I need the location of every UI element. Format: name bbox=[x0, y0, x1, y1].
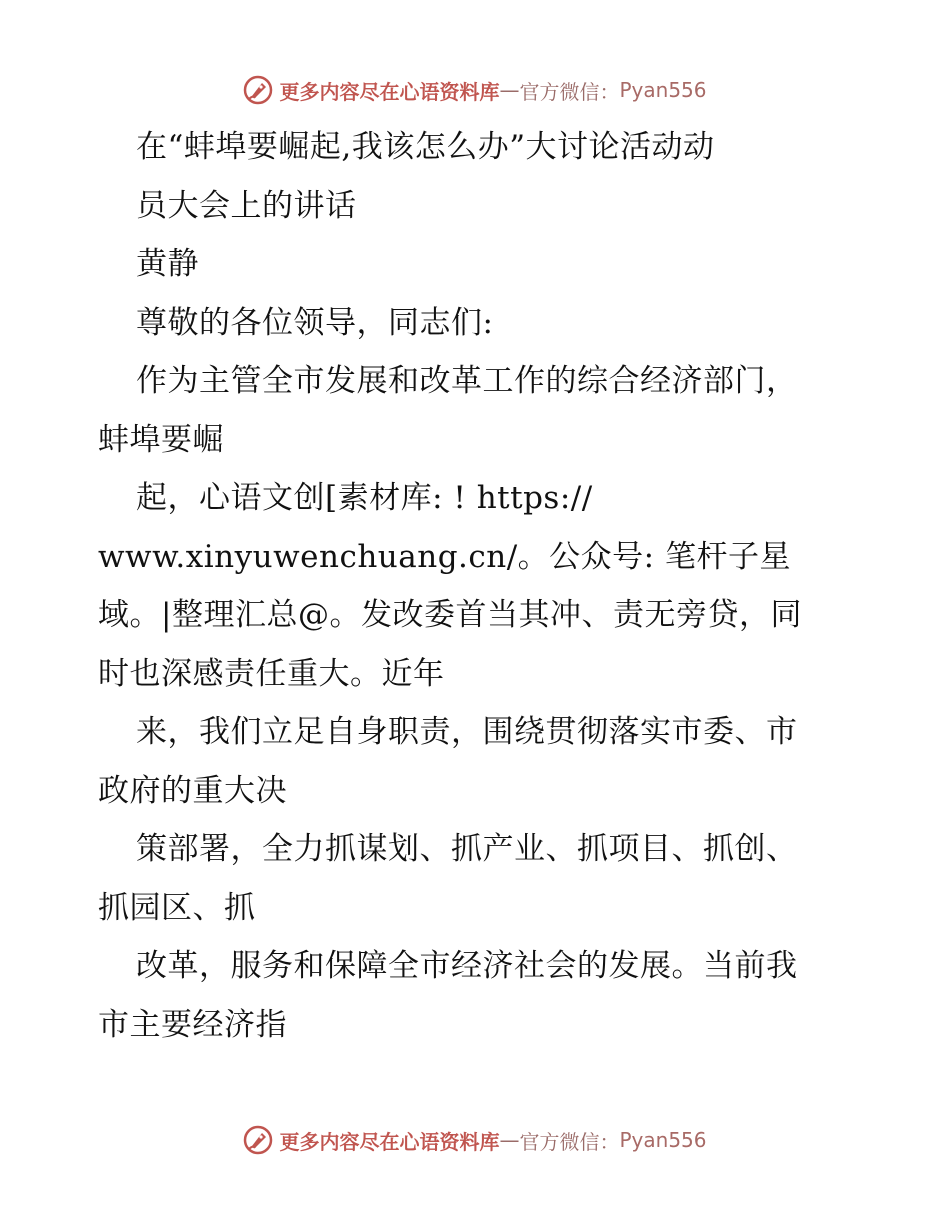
banner-site-text: 更多内容尽在心语资料库 bbox=[279, 1129, 500, 1154]
title-line-2: 员大会上的讲话 bbox=[136, 187, 357, 224]
banner-wechat-id: Pyan556 bbox=[619, 78, 707, 102]
paragraph-line: 策部署，全力抓谋划、抓产业、抓项目、抓创、 bbox=[136, 831, 798, 867]
paragraph-line: 蚌埠要崛 bbox=[98, 421, 224, 458]
paragraph-line: 时也深感责任重大。近年 bbox=[98, 655, 445, 692]
paragraph-line: 市主要经济指 bbox=[98, 1006, 287, 1043]
paragraph-line: 改革，服务和保障全市经济社会的发展。当前我 bbox=[136, 948, 798, 984]
document-body bbox=[98, 118, 858, 1054]
paragraph-line: 来，我们立足自身职责，围绕贯彻落实市委、市 bbox=[136, 714, 798, 750]
banner-site-text: 更多内容尽在心语资料库 bbox=[279, 79, 500, 104]
banner-wechat-id: Pyan556 bbox=[619, 1128, 707, 1152]
salutation: 尊敬的各位领导，同志们: bbox=[136, 304, 494, 341]
pen-nib-logo-icon bbox=[243, 75, 273, 105]
banner-wechat-label: 官方微信： bbox=[519, 1129, 620, 1154]
paragraph-line: 起，心语文创[素材库: ! https:// bbox=[136, 480, 593, 516]
paragraph-line: 抓园区、抓 bbox=[98, 889, 256, 926]
paragraph-line: 作为主管全市发展和改革工作的综合经济部门， bbox=[136, 363, 798, 399]
footer-banner bbox=[0, 1120, 950, 1160]
banner-dash: — bbox=[499, 1128, 520, 1152]
paragraph-line: 域。|整理汇总@。发改委首当其冲、责无旁贷，同 bbox=[98, 597, 802, 633]
author-name: 黄静 bbox=[136, 246, 199, 282]
pen-nib-logo-icon bbox=[243, 1125, 273, 1155]
paragraph-line: 政府的重大决 bbox=[98, 772, 287, 809]
banner-dash: — bbox=[499, 78, 520, 102]
title-line-1: 在“蚌埠要崛起,我该怎么办”大讨论活动动 bbox=[136, 129, 715, 165]
banner-wechat-label: 官方微信： bbox=[519, 79, 620, 104]
paragraph-line: www.xinyuwenchuang.cn/。公众号: 笔杆子星 bbox=[98, 538, 791, 575]
header-banner bbox=[0, 70, 950, 110]
